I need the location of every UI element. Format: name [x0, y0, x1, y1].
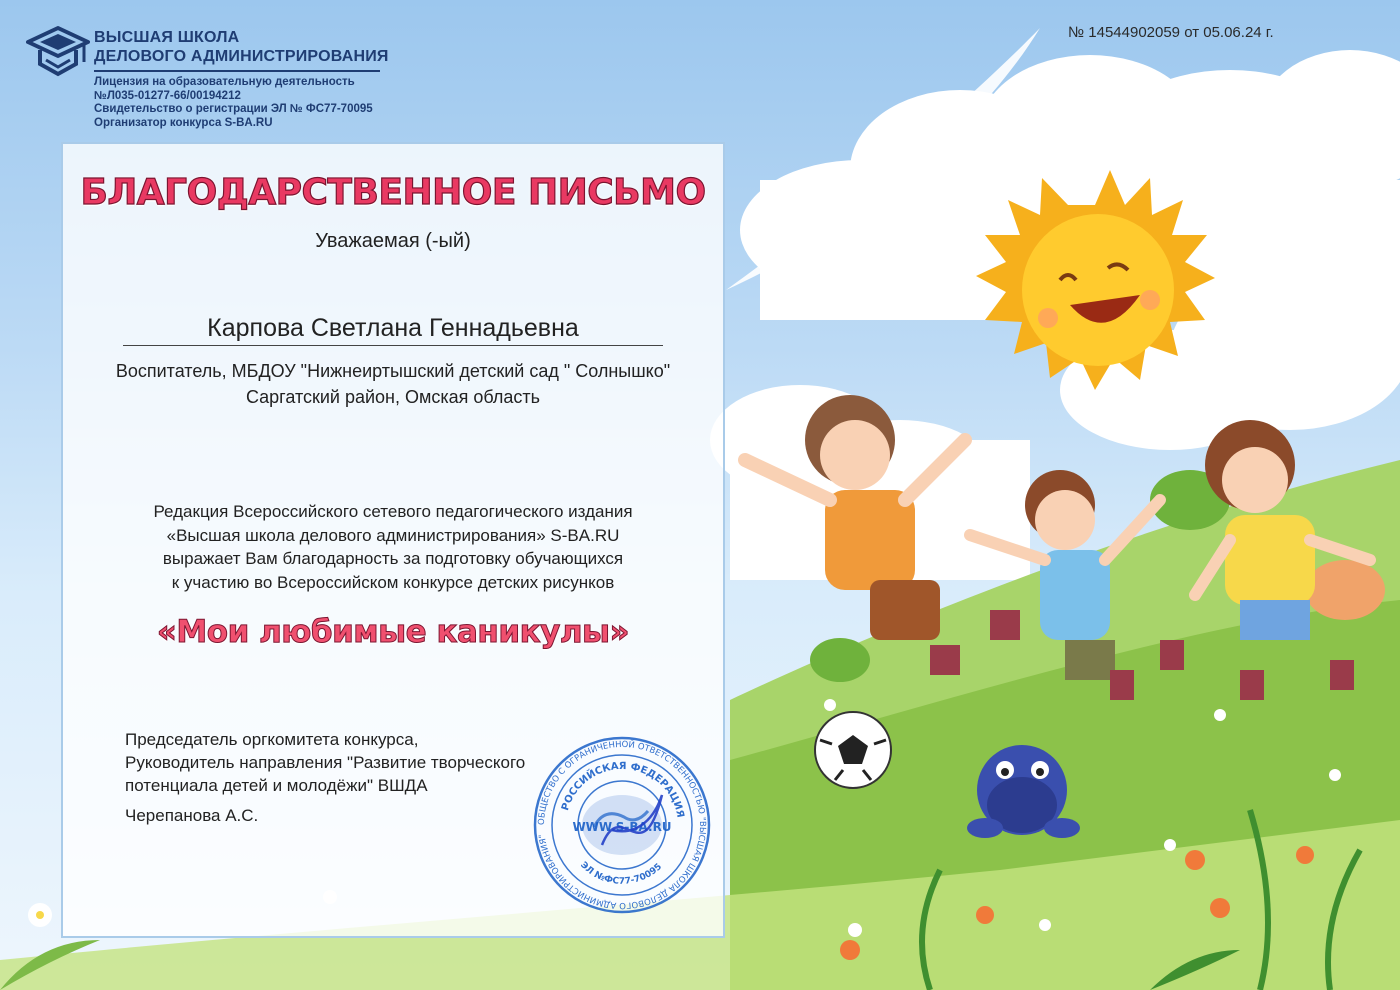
letter-title: БЛАГОДАРСТВЕННОЕ ПИСЬМО — [80, 172, 706, 213]
signature-line: Председатель оргкомитета конкурса, — [125, 730, 419, 749]
stamp-reg-text: ЭЛ №ФС77-70095 — [578, 860, 664, 887]
official-stamp — [532, 735, 712, 915]
registration-line: Свидетельство о регистрации ЭЛ № ФС77-70095 — [94, 103, 373, 116]
recipient-position: Воспитатель, МБДОУ "Нижнеиртышский детский сад " Солнышко" Саргатский район, Омская область — [115, 361, 671, 407]
body-line: «Высшая школа делового администрирования» S-BA.RU — [166, 525, 620, 545]
signer-name: Черепанова А.С. — [125, 806, 259, 825]
license-info — [94, 76, 373, 130]
recipient-name: Карпова Светлана Геннадьевна — [207, 314, 579, 342]
soccer-ball-illustration — [815, 712, 891, 788]
body-line: к участию во Всероссийском конкурсе детских рисунков — [171, 572, 615, 592]
document-number: № 14544902059 от 05.06.24 г. — [1068, 24, 1274, 41]
signature-line: потенциала детей и молодёжи" ВШДА — [125, 776, 428, 795]
license-number: №Л035-01277-66/00194212 — [94, 89, 241, 102]
letter-body — [83, 500, 703, 594]
stamp-outer-text: ОБЩЕСТВО С ОГРАНИЧЕННОЙ ОТВЕТСТВЕННОСТЬЮ "ВЫСШАЯ ШКОЛА ДЕЛОВОГО АДМИНИСТРИРОВАНИЯ" — [536, 739, 708, 911]
organization-header — [26, 22, 586, 137]
license-line: Лицензия на образовательную деятельность — [94, 76, 355, 88]
organizer-line: Организатор конкурса S-BA.RU — [94, 116, 273, 129]
contest-name: «Мои любимые каникулы» — [156, 614, 630, 650]
signature-line: Руководитель направления "Развитие творческого — [125, 753, 526, 772]
greeting: Уважаемая (-ый) — [315, 230, 471, 252]
body-line: выражает Вам благодарность за подготовку обучающихся — [162, 549, 624, 568]
graduation-cap-logo-icon — [26, 22, 90, 82]
recipient-underline — [123, 345, 663, 346]
header-divider — [94, 70, 380, 72]
stamp-inner-text: РОССИЙСКАЯ ФЕДЕРАЦИЯ — [560, 760, 686, 819]
stamp-center-text: WWW.S-BA.RU — [572, 820, 672, 834]
school-name: ВЫСШАЯ ШКОЛА ДЕЛОВОГО АДМИНИСТРИРОВАНИЯ — [94, 29, 389, 65]
body-line: Редакция Всероссийского сетевого педагогического издания — [153, 502, 633, 521]
